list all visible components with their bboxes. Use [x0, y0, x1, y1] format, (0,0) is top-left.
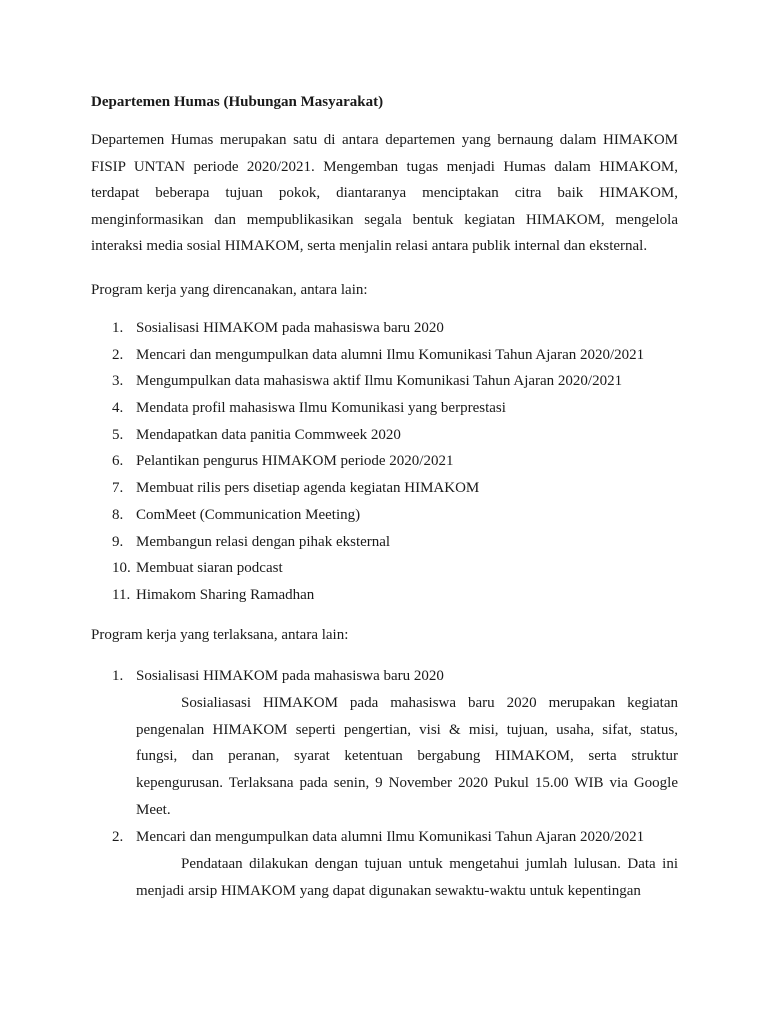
list-item: [0, 371, 768, 398]
list-item: [0, 451, 768, 478]
list-number: 1.: [112, 320, 124, 336]
list-item: [0, 425, 768, 452]
list-item-text: Membangun relasi dengan pihak eksternal: [136, 533, 391, 550]
list-item-text: Mendapatkan data panitia Commweek 2020: [136, 426, 401, 443]
list-item: [0, 398, 768, 425]
list-number: 3.: [112, 373, 124, 390]
list-item: [0, 345, 768, 372]
list-number: 9.: [112, 533, 124, 550]
list-item-text: Membuat siaran podcast: [136, 560, 283, 577]
list-item: [0, 505, 768, 532]
list-number: 7.: [112, 480, 124, 497]
list-number: 6.: [112, 453, 124, 470]
list-item: [0, 585, 768, 612]
list-item: [0, 532, 768, 559]
list-item-text: Mendata profil mahasiswa Ilmu Komunikasi yang berprestasi: [136, 400, 506, 417]
list-item-text: Mencari dan mengumpulkan data alumni Ilmu Komunikasi Tahun Ajaran 2020/2021: [136, 829, 645, 845]
section-heading: Departemen Humas (Hubungan Masyarakat): [91, 94, 384, 110]
list-number: 2.: [112, 346, 124, 363]
list-item: [0, 478, 768, 505]
list-item-text: Mencari dan mengumpulkan data alumni Ilmu Komunikasi Tahun Ajaran 2020/2021: [136, 346, 645, 363]
list-item-text: Mengumpulkan data mahasiswa aktif Ilmu Komunikasi Tahun Ajaran 2020/2021: [136, 373, 623, 390]
list-number: 1.: [112, 668, 124, 684]
completed-program-description: Pendataan dilakukan dengan tujuan untuk mengetahui jumlah lulusan. Data ini menjadi arsip HIMAKOM yang dapat digunakan sewaktu-waktu untuk kepentingan: [136, 856, 678, 899]
list-item-text: ComMeet (Communication Meeting): [136, 506, 361, 523]
list-item-text: Pelantikan pengurus HIMAKOM periode 2020/2021: [136, 453, 454, 470]
completed-programs-lead: Program kerja yang terlaksana, antara lain:: [91, 627, 349, 643]
planned-programs-list: [0, 318, 768, 612]
list-number: 4.: [112, 400, 124, 417]
list-item-text: Sosialisasi HIMAKOM pada mahasiswa baru 2020: [136, 668, 444, 684]
planned-programs-lead: Program kerja yang direncanakan, antara lain:: [91, 282, 368, 298]
intro-paragraph: Departemen Humas merupakan satu di antara departemen yang bernaung dalam HIMAKOM FISIP UNTAN periode 2020/2021. Mengemban tugas menjadi Humas dalam HIMAKOM, terdapat beberapa tujuan pokok, diantaranya menciptakan citra baik HIMAKOM, menginformasikan dan mempublikasikan segala bentuk kegiatan HIMAKOM, mengelola interaksi media sosial HIMAKOM, serta menjalin relasi antara publik internal dan eksternal.: [91, 132, 678, 255]
list-item: [0, 318, 768, 345]
list-number: 11.: [112, 586, 131, 603]
list-item-text: Membuat rilis pers disetiap agenda kegiatan HIMAKOM: [136, 480, 480, 497]
list-number: 8.: [112, 506, 124, 523]
list-number: 2.: [112, 829, 124, 845]
list-item-text: Sosialisasi HIMAKOM pada mahasiswa baru 2020: [136, 320, 444, 336]
completed-program-description: Sosialiasasi HIMAKOM pada mahasiswa baru 2020 merupakan kegiatan pengenalan HIMAKOM seperti pengertian, visi & misi, tujuan, usaha, sifat, status, fungsi, dan peranan, syarat ketentuan bergabung HIMAKOM, serta struktur kepengurusan. Terlaksana pada senin, 9 November 2020 Pukul 15.00 WIB via Google Meet.: [136, 695, 678, 818]
list-number: 5.: [112, 426, 124, 443]
list-item-text: Himakom Sharing Ramadhan: [136, 586, 315, 603]
list-number: 10.: [112, 560, 131, 577]
list-item: [0, 558, 768, 585]
